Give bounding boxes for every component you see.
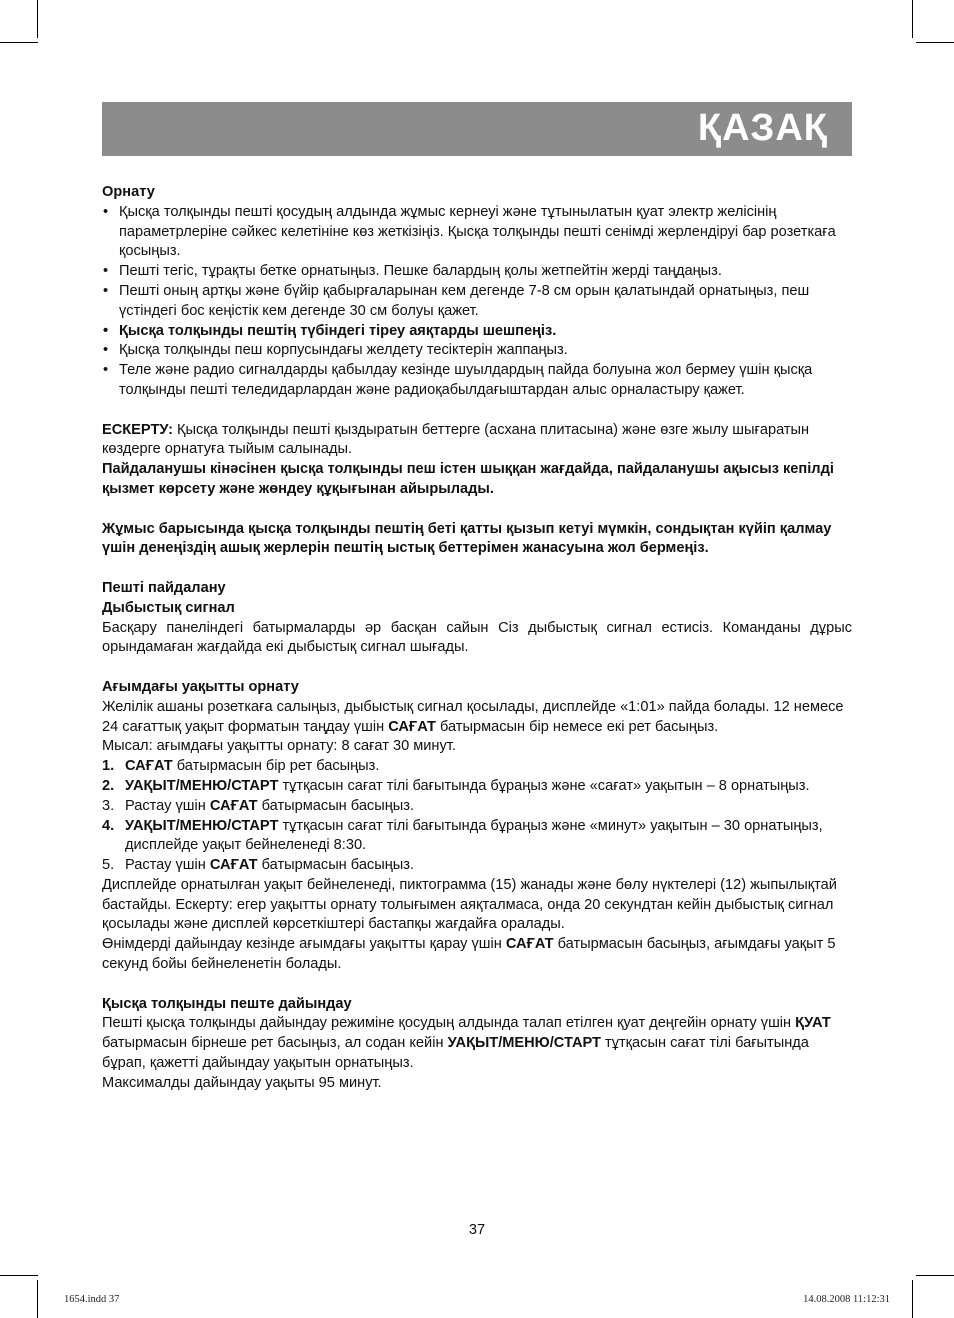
list-item: • Теле және радио сигналдарды қабылдау кезінде шуылдардың пайда болуына жол бермеу үшін қысқа толқынды пешті теледидарлардан және радиоқабылдағыштардан алыс орналастыру қажет. (102, 361, 852, 401)
warranty-warning: Пайдаланушы кінәсінен қысқа толқынды пеш істен шыққан жағдайда, пайдаланушы ақысыз кепілді қызмет көрсету және жөндеу құқығынан айырылады. (102, 461, 834, 497)
crop-mark (37, 0, 38, 38)
clock-paragraph: Желілік ашаны розеткаға салыңыз, дыбыстық сигнал қосылады, дисплейде «1:01» пайда болады. 12 немесе 24 сағаттық уақыт форматын таңдау үшін САҒАТ батырмасын бір немесе екі рет басыңыз. (102, 698, 844, 735)
list-item: 4. УАҚЫТ/МЕНЮ/СТАРТ тұтқасын сағат тілі бағытында бұраңыз және «минут» уақытын – 30 орнатыңыз, дисплейде уақыт бейнеленеді 8:30. (102, 817, 823, 854)
cooking-heading: Қысқа толқынды пеште дайындау (102, 995, 352, 1012)
clock-view-text: Өнімдерді дайындау кезінде ағымдағы уақытты қарау үшін САҒАТ батырмасын басыңыз, ағымдағы уақыт 5 секунд бойы бейнеленетін болады. (102, 936, 836, 973)
clock-steps (102, 757, 852, 876)
cooking-paragraph: Пешті қысқа толқынды дайындау режиміне қосудың алдында талап етілген қуат деңгейін орнату үшін ҚУАТ батырмасын бірнеше рет басыңыз, ал содан кейін УАҚЫТ/МЕНЮ/СТАРТ тұтқасын сағат тілі бағытында бұрап, қажетті дайындау уақытын орнатыңыз. (102, 1015, 831, 1072)
sound-text: Басқару панеліндегі батырмаларды әр басқан сайын Сіз дыбыстық сигнал естисіз. Команданы дұрыс орындамаған жағдайда екі дыбыстық сигнал шығады. (102, 619, 852, 656)
installation-list (102, 203, 852, 401)
burn-warning: Жұмыс барысында қысқа толқынды пештің беті қатты қызып кетуі мүмкін, сондықтан күйіп қалмау үшін денеңіздің ашық жерлерін пештің ыстық беттерімен жанасуына жол бермеңіз. (102, 520, 832, 557)
clock-example: Мысал: ағымдағы уақытты орнату: 8 сағат 30 минут. (102, 738, 456, 755)
sound-heading: Дыбыстық сигнал (102, 599, 235, 616)
list-item: 1. САҒАТ батырмасын бір рет басыңыз. (102, 758, 380, 775)
list-item: • Қысқа толқынды пеш корпусындағы желдету тесіктерін жаппаңыз. (102, 341, 852, 361)
language-banner (102, 102, 852, 156)
list-item: 5. Растау үшін САҒАТ батырмасын басыңыз. (102, 857, 415, 874)
clock-display-text: Дисплейде орнатылған уақыт бейнеленеді, пиктограмма (15) жанады және бөлу нүктелері (12) жыпылықтай бастайды. Ескерту: егер уақытты орнату толығымен аяқталмаса, онда 20 секундтан кейін дыбыстық сигнал қосылады және дисплей көрсеткіштері бастапқы жағдайға оралады. (102, 876, 837, 933)
list-item: • Қысқа толқынды пешті қосудың алдында жұмыс кернеуі және тұтынылатын қуат электр желісінің параметрлеріне сәйкес келетініне көз жеткізіңіз. Қысқа толқынды пешті сенімді жерлендіруі бар розеткаға қосыңыз. (102, 203, 852, 262)
page-number: 37 (468, 1222, 486, 1238)
document-body (102, 183, 852, 1094)
list-item: • Пешті оның артқы және бүйір қабырғаларынан кем дегенде 7-8 см орын қалатындай орнатыңыз, пеш үстіндегі бос кеңістік кем дегенде 30 см болуы қажет. (102, 282, 852, 322)
warning-paragraph: ЕСКЕРТУ: Қысқа толқынды пешті қыздыратын беттерге (асхана плитасына) және өзге жылу шығаратын көздерге орнатуға тыйым салынады. (102, 421, 810, 458)
list-item: • Пешті тегіс, тұрақты бетке орнатыңыз. Пешке балардың қолы жетпейтін жерді таңдаңыз. (102, 262, 852, 282)
crop-mark (0, 42, 38, 43)
crop-mark (916, 1275, 954, 1276)
warning-label: ЕСКЕРТУ: (102, 421, 173, 438)
installation-heading: Орнату (102, 184, 155, 200)
crop-mark (912, 1280, 913, 1318)
footer-file: 1654.indd 37 (64, 1294, 120, 1305)
crop-mark (37, 1280, 38, 1318)
crop-mark (912, 0, 913, 38)
crop-mark (0, 1275, 38, 1276)
crop-mark (916, 42, 954, 43)
clock-heading: Ағымдағы уақытты орнату (102, 678, 299, 695)
list-item: 2. УАҚЫТ/МЕНЮ/СТАРТ тұтқасын сағат тілі бағытында бұраңыз және «сағат» уақытын – 8 орнатыңыз. (102, 777, 810, 794)
page-title: ҚАЗАҚ (697, 107, 828, 149)
usage-heading: Пешті пайдалану (102, 579, 226, 596)
footer-timestamp: 14.08.2008 11:12:31 (803, 1294, 890, 1305)
list-item: 3. Растау үшін САҒАТ батырмасын басыңыз. (102, 797, 415, 814)
list-item: • Қысқа толқынды пештің түбіндегі тіреу аяқтарды шешпеңіз. (102, 322, 852, 342)
max-time-text: Максималды дайындау уақыты 95 минут. (102, 1074, 382, 1091)
